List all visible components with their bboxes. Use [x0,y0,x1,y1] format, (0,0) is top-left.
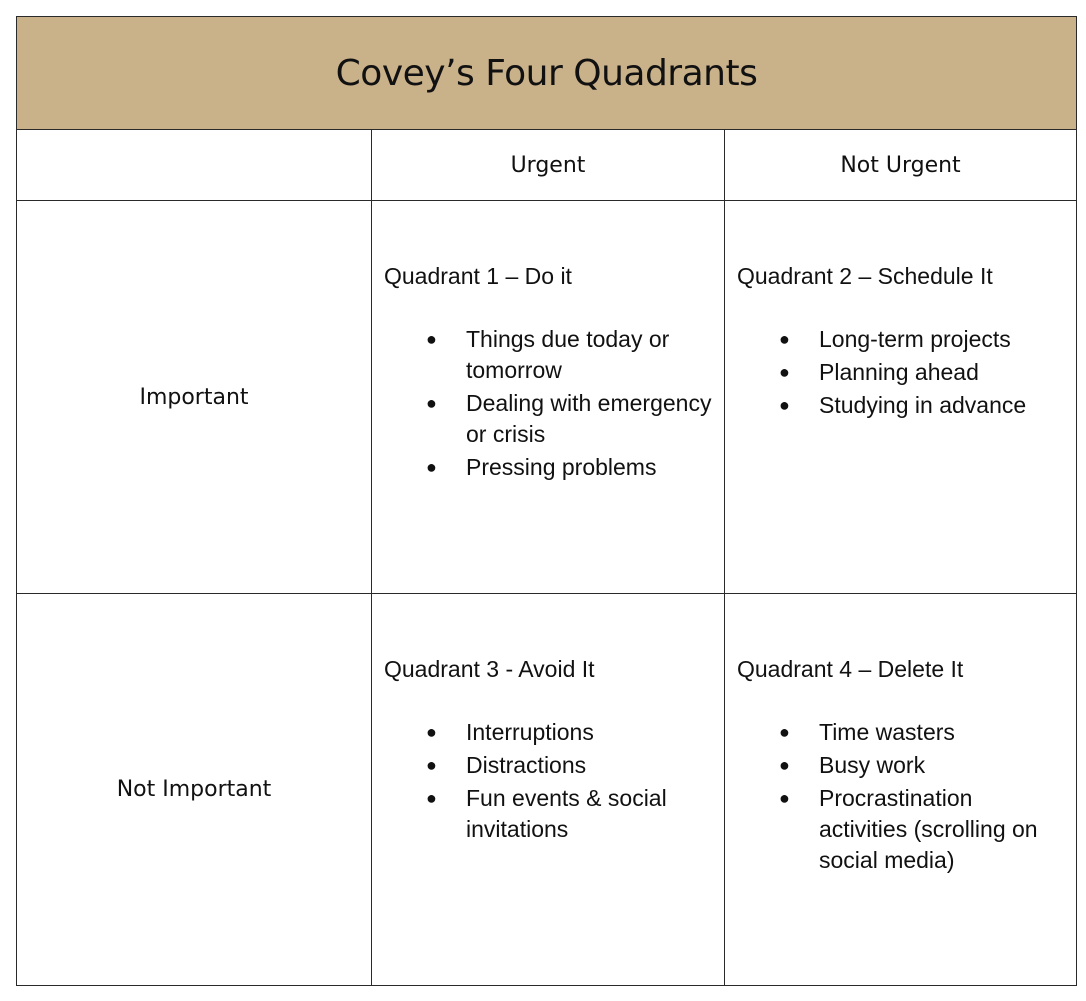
list-item: ● Things due today or tomorrow [426,326,670,383]
list-item: ● Dealing with emergency or crisis [426,390,712,447]
quadrant-2-list [737,324,1064,421]
bullet-icon: ● [426,788,437,808]
list-item: ● Studying in advance [737,390,1064,421]
list-item: ● Busy work [737,750,1064,781]
quadrant-2-title: Quadrant 2 – Schedule It [737,263,993,289]
quadrant-3-list [384,717,712,845]
quadrant-1-title: Quadrant 1 – Do it [384,263,572,289]
quadrant-3-title: Quadrant 3 - Avoid It [384,656,595,682]
quadrant-3-cell [372,594,724,847]
title-bar [17,17,1076,130]
bullet-icon: ● [779,329,790,349]
list-item: ● Interruptions [384,717,712,748]
bullet-icon: ● [779,788,790,808]
bullet-icon: ● [779,722,790,742]
quadrant-4-title: Quadrant 4 – Delete It [737,656,964,682]
quadrant-1-list [384,324,712,483]
column-header-urgent: Urgent [510,152,586,178]
bullet-icon: ● [426,755,437,775]
quadrant-2-cell [725,201,1076,423]
bullet-icon: ● [779,395,790,415]
list-item: ● Fun events & social invitations [426,785,667,842]
bullet-icon: ● [426,393,437,413]
list-item: ● Long-term projects [737,324,1064,355]
quadrant-4-list [737,717,1064,876]
bullet-icon: ● [426,722,437,742]
quadrant-grid [17,130,1076,985]
quadrant-1-cell [372,201,724,485]
list-item: ● Distractions [384,750,712,781]
list-item: ● Time wasters [737,717,1064,748]
row-header-not-important: Not Important [116,777,272,802]
list-item: ● Planning ahead [737,357,1064,388]
bullet-icon: ● [426,329,437,349]
quadrant-4-cell [725,594,1076,878]
list-item: ● Pressing problems [384,452,712,483]
quadrant-matrix [16,16,1077,986]
bullet-icon: ● [779,362,790,382]
row-header-important: Important [139,384,249,410]
bullet-icon: ● [426,457,437,477]
list-item: ● Procrastination activities (scrolling on social media) [779,785,1038,873]
page-title: Covey’s Four Quadrants [335,52,758,94]
bullet-icon: ● [779,755,790,775]
column-header-not-urgent: Not Urgent [840,152,961,178]
